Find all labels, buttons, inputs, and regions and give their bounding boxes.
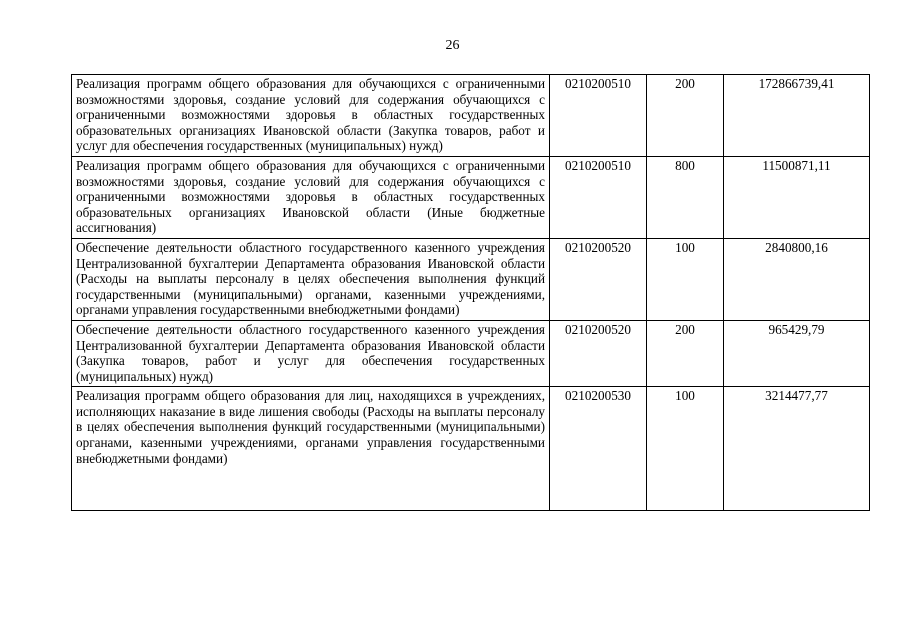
budget-table — [71, 74, 870, 511]
table-row — [72, 387, 870, 511]
row-amount: 2840800,16 — [724, 238, 870, 320]
row-amount: 172866739,41 — [724, 75, 870, 157]
row-expense-type: 100 — [647, 387, 724, 511]
row-description: Реализация программ общего образования для обучающихся с ограниченными возможностями здоровья, создание условий для содержания обучающихся с ограниченными возможностями здоровья в областных государственных образовательных организациях Ивановской области (Закупка товаров, работ и услуг для обеспечения государственных (муниципальных) нужд) — [72, 75, 550, 157]
row-description: Реализация программ общего образования для обучающихся с ограниченными возможностями здоровья, создание условий для содержания обучающихся с ограниченными возможностями здоровья в областных государственных образовательных организациях Ивановской области (Иные бюджетные ассигнования) — [72, 156, 550, 238]
row-target-code: 0210200520 — [550, 238, 647, 320]
row-target-code: 0210200510 — [550, 75, 647, 157]
table-row — [72, 320, 870, 386]
row-description: Обеспечение деятельности областного государственного казенного учреждения Централизованной бухгалтерии Департамента образования Ивановской области (Закупка товаров, работ и услуг для обеспечения государственных (муниципальных) нужд) — [72, 320, 550, 386]
row-description: Реализация программ общего образования для лиц, находящихся в учреждениях, исполняющих наказание в виде лишения свободы (Расходы на выплаты персоналу в целях обеспечения выполнения функций государственными (муниципальными) органами, казенными учреждениями, органами управления государственными внебюджетными фондами) — [72, 387, 550, 511]
row-amount: 3214477,77 — [724, 387, 870, 511]
row-amount: 11500871,11 — [724, 156, 870, 238]
page-number: 26 — [445, 38, 460, 53]
row-description: Обеспечение деятельности областного государственного казенного учреждения Централизованной бухгалтерии Департамента образования Ивановской области (Расходы на выплаты персоналу в целях обеспечения выполнения функций государственными (муниципальными) органами, казенными учреждениями, органами управления государственными внебюджетными фондами) — [72, 238, 550, 320]
table-row — [72, 156, 870, 238]
row-expense-type: 800 — [647, 156, 724, 238]
row-target-code: 0210200510 — [550, 156, 647, 238]
table-row — [72, 238, 870, 320]
row-target-code: 0210200520 — [550, 320, 647, 386]
row-amount: 965429,79 — [724, 320, 870, 386]
row-expense-type: 100 — [647, 238, 724, 320]
table-row — [72, 75, 870, 157]
row-expense-type: 200 — [647, 320, 724, 386]
row-expense-type: 200 — [647, 75, 724, 157]
row-target-code: 0210200530 — [550, 387, 647, 511]
